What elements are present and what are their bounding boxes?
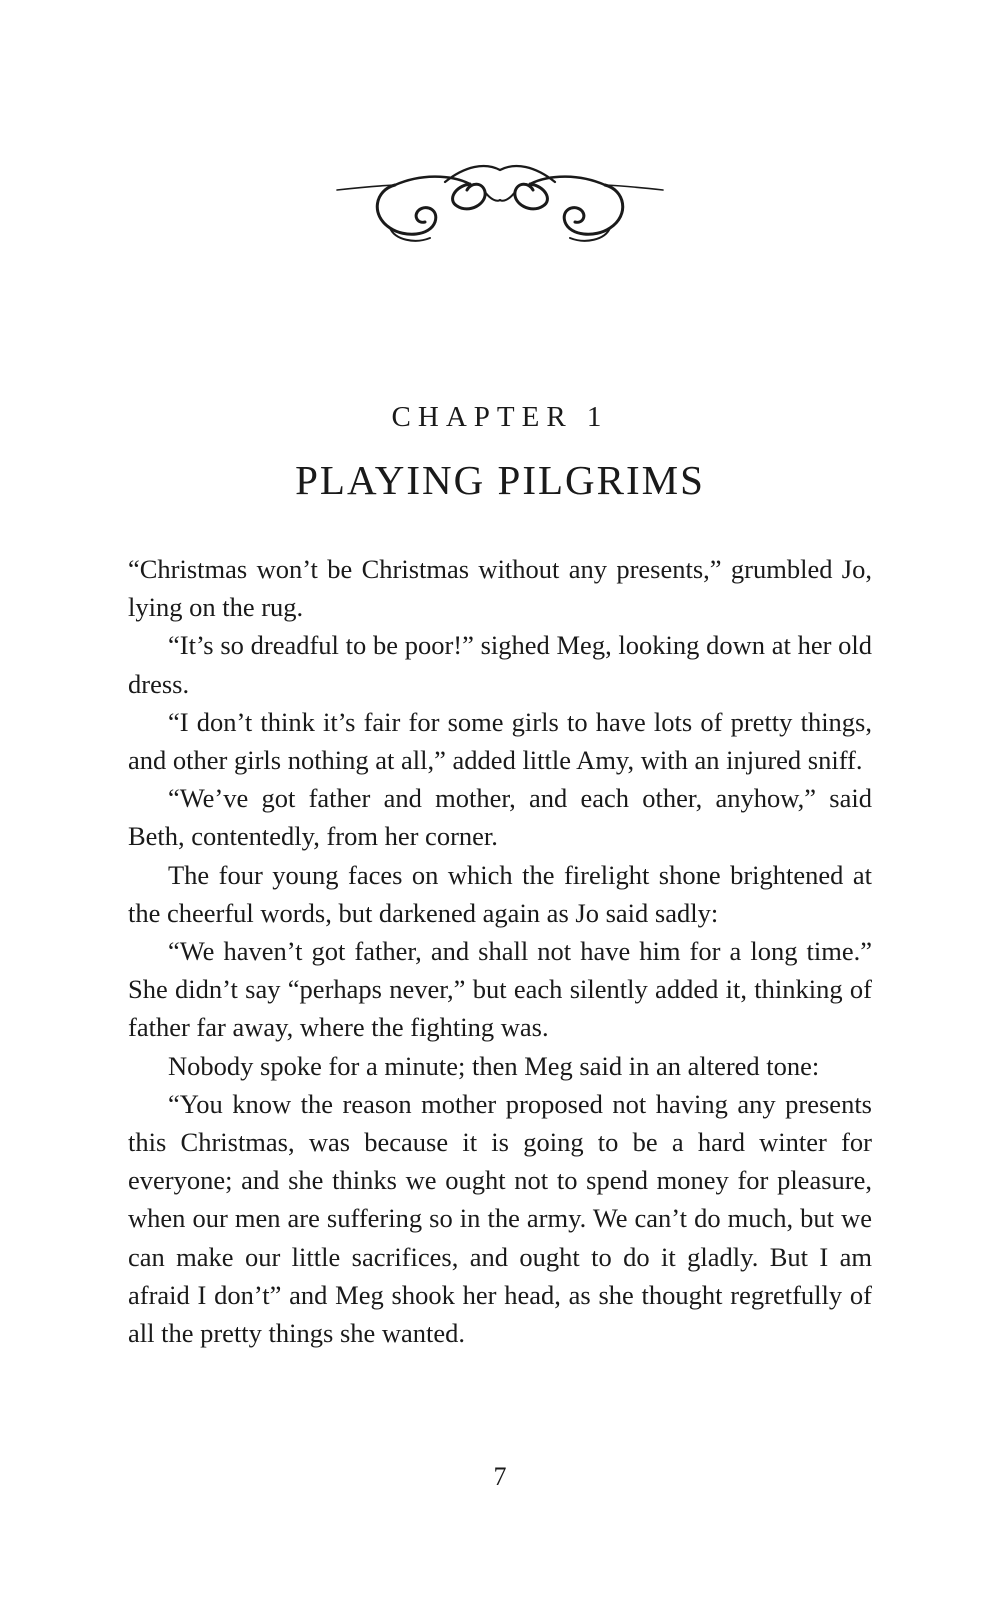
chapter-number: CHAPTER 1 [391,401,609,433]
paragraph: The four young faces on which the firelight shone brightened at the cheerful words, but darkened again as Jo said sadly: [128,859,872,928]
paragraph: “I don’t think it’s fair for some girls to have lots of pretty things, and other girls nothing at all,” added little Amy, with an injured sniff. [128,706,872,776]
paragraph: “Christmas won’t be Christmas without any presents,” grumbled Jo, lying on the rug. [128,554,872,623]
page-number: 7 [493,1462,507,1491]
paragraph: Nobody spoke for a minute; then Meg said in an altered tone: [168,1050,820,1081]
paragraph: “It’s so dreadful to be poor!” sighed Meg, looking down at her old dress. [128,630,872,699]
paragraph: “You know the reason mother proposed not having any presents this Christmas, was because it is going to be a hard winter for everyone; and she thinks we ought not to spend money for pleasure, when our men are suffering so in the army. We can’t do much, but we can make our little sacrifices, and ought to do it gladly. But I am afraid I don’t” and Meg shook her head, as she thought regretfully of all the pretty things she wanted. [128,1088,872,1349]
body-text [128,550,872,1352]
paragraph: “We’ve got father and mother, and each other, anyhow,” said Beth, contentedly, from her corner. [128,783,872,852]
paragraph: “We haven’t got father, and shall not have him for a long time.” She didn’t say “perhaps never,” but each silently added it, thinking of father far away, where the fighting was. [128,936,872,1043]
chapter-title: PLAYING PILGRIMS [295,457,705,503]
flourish-ornament-icon [335,160,665,250]
